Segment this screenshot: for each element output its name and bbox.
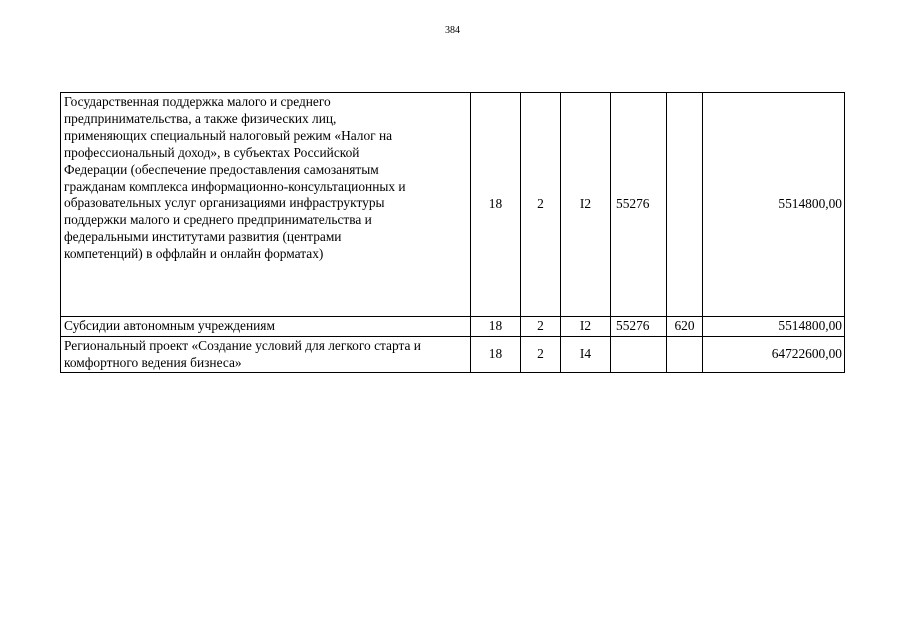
table-row [61,337,845,373]
amount-cell: 5514800,00 [703,93,845,317]
project-code-cell: I2 [561,317,611,337]
amount-cell: 5514800,00 [703,317,845,337]
budget-table [60,92,845,373]
row-name-line: Субсидии автономным учреждениям [64,318,275,333]
row-name-cell [61,337,471,373]
table-row [61,317,845,337]
row-name-cell [61,317,471,337]
direction-code-cell: 55276 [611,317,667,337]
project-code-cell: I2 [561,93,611,317]
gp-code-cell: 18 [471,317,521,337]
vr-code-cell [667,93,703,317]
gp-code-cell: 18 [471,337,521,373]
page-number: 384 [445,25,460,36]
row-name-line: применяющих специальный налоговый режим «Налог на [64,127,393,143]
row-name-line: Государственная поддержка малого и среднего [64,94,331,109]
row-name-line: гражданам комплекса информационно-консультационных и [64,178,406,194]
table-row [61,93,845,317]
row-name-line: профессиональный доход», в субъектах Российской [64,144,360,160]
row-name-line: Федерации (обеспечение предоставления самозанятым [64,161,379,177]
amount-cell: 64722600,00 [703,337,845,373]
pgp-code-cell: 2 [521,93,561,317]
gp-code-cell: 18 [471,93,521,317]
row-name-cell [61,93,471,317]
row-name-line: комфортного ведения бизнеса» [64,354,242,370]
row-name-line: предпринимательства, а также физических лиц, [64,110,337,126]
row-name-line: федеральными институтами развития (центрами [64,229,342,245]
row-name-line: компетенций) в оффлайн и онлайн форматах) [64,246,324,262]
direction-code-cell [611,337,667,373]
row-name-line: Региональный проект «Создание условий для легкого старта и [64,338,421,353]
row-name-line: образовательных услуг организациями инфраструктуры [64,195,385,211]
pgp-code-cell: 2 [521,337,561,373]
vr-code-cell [667,337,703,373]
vr-code-cell: 620 [667,317,703,337]
row-name-line: поддержки малого и среднего предпринимательства и [64,212,372,228]
project-code-cell: I4 [561,337,611,373]
direction-code-cell: 55276 [611,93,667,317]
pgp-code-cell: 2 [521,317,561,337]
